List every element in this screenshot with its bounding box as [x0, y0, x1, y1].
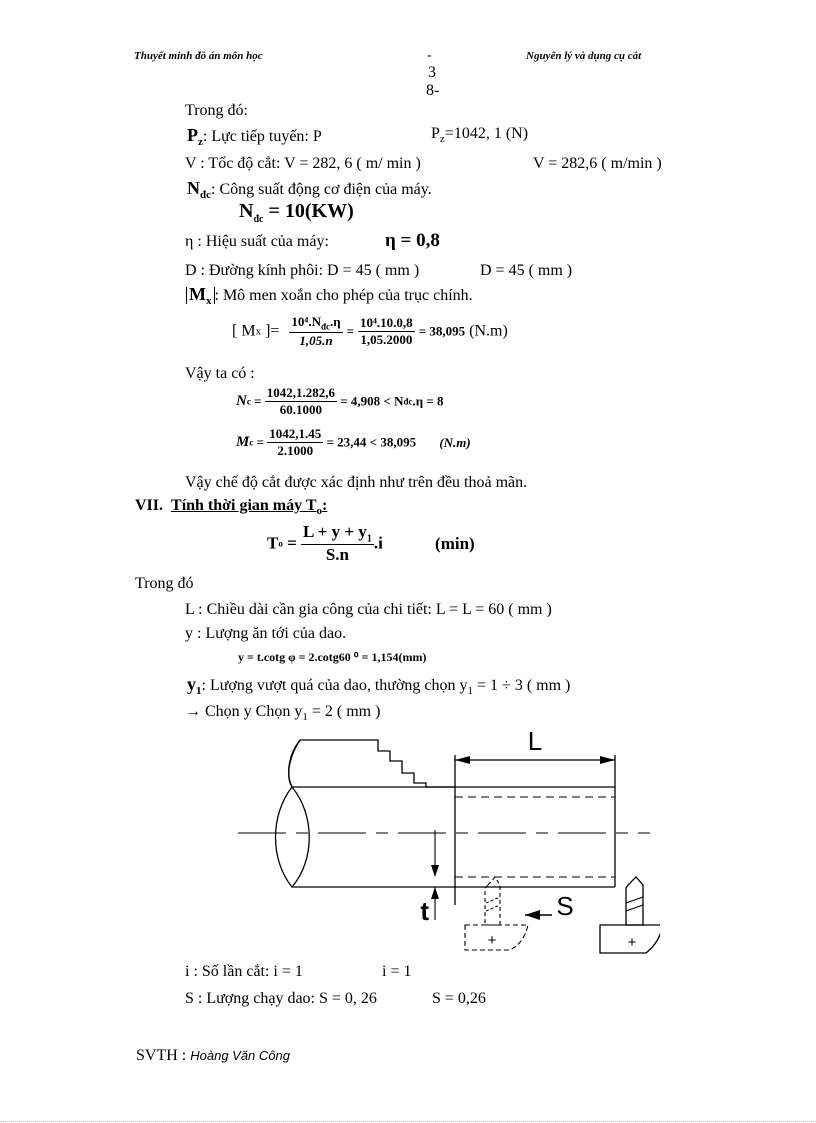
header-right: Nguyên lý và dụng cụ cắt [526, 50, 642, 62]
footer: SVTH : Hoàng Văn Công [136, 1047, 290, 1064]
ndc-line: $N_{đc}$: Công suất động cơ điện của máy. [187, 178, 432, 202]
header-page-suffix: 8- [426, 82, 440, 99]
tool-dashed-tip [485, 877, 500, 925]
i-value: i = 1 [382, 963, 412, 980]
header-page-dash: - [427, 48, 432, 63]
plus-2: + [627, 934, 637, 951]
v-value: V = 282,6 ( m/min ) [533, 155, 662, 172]
tool-solid-tip [626, 877, 643, 925]
y-line: y : Lượng ăn tới của dao. [185, 625, 347, 642]
d-line: D : Đường kính phôi: D = 45 ( mm ) [185, 262, 420, 279]
s-value: S = 0,26 [432, 990, 486, 1007]
s-line: S : Lượng chạy dao: S = 0, 26 [185, 990, 377, 1007]
mx-formula: [ Mx ]= $\frac{10^4.N_{đc}.\eta}{1,05.n}$ = $\frac{\text{10⁴.10.0,8}}{1,05.2000}$ = 38,095 (N.m) [232, 314, 508, 348]
label-S: S [556, 891, 574, 921]
ndc-formula: $N_{đc} = 10(KW)$ [239, 200, 354, 225]
chon-line: → Chọn y Chọn $y_1 = 2$ ( mm ) [185, 703, 381, 724]
section-heading: VII. Tính thời gian máy $T_o$: [135, 497, 328, 518]
y1-line: $y_1$: Lượng vượt quá của dao, thường chọn $y_1 = 1 \div 3$ ( mm ) [187, 674, 571, 698]
y-formula: y = t.cotg φ = 2.cotg60 ⁰ = 1,154(mm) [238, 650, 427, 664]
trong-do-label: Trong đó: [185, 102, 248, 119]
dim-L-arrow-left [455, 756, 470, 764]
v-line: V : Tốc độ cắt: V = 282, 6 ( m/ min ) [185, 155, 421, 172]
l-line: L : Chiều dài cần gia công của chi tiết: L = L = 60 ( mm ) [185, 601, 552, 618]
tool-dashed-body [465, 925, 528, 950]
trong-do-2: Trong đó [135, 575, 194, 592]
turning-diagram [230, 725, 660, 965]
dim-L-arrow-right [600, 756, 615, 764]
header-page-number: 3 [428, 64, 436, 81]
pz-line: $P_z$: Lực tiếp tuyến: P [187, 125, 322, 149]
plus-1: + [487, 932, 497, 949]
vay-ta-co: Vậy ta có : [185, 365, 255, 382]
mx-line: $M_x$ : Mô men xoắn cho phép của trục chính. [186, 284, 473, 307]
nc-formula: Nc = $\frac{1042,1.282,6}{60.1000}$ = 4,908 < Nđc.η = 8 [236, 385, 444, 417]
label-L: L [527, 726, 543, 756]
pz-value: $P_z=1042$, 1 (N) [431, 125, 529, 146]
i-line: i : Số lần cắt: i = 1 [185, 963, 303, 980]
d-value: D = 45 ( mm ) [480, 262, 573, 279]
to-formula: To = $\frac{L + y + y_1}{S.n}$ .i (min) [267, 522, 475, 565]
page-bottom-rule [0, 1121, 816, 1122]
header-left: Thuyết minh đồ án môn học [134, 50, 263, 62]
conclusion-text: Vậy chế độ cắt được xác định như trên đều thoả mãn. [185, 474, 528, 491]
workpiece-steps [300, 740, 455, 787]
break-symbol [276, 787, 310, 887]
label-t: t [420, 896, 429, 926]
eta-value: η = 0,8 [385, 230, 440, 251]
mc-formula: Mc = $\frac{1042,1.45}{2.1000}$ = 23,44 < 38,095 (N.m) [236, 426, 471, 458]
eta-line: η : Hiệu suất của máy: [185, 233, 329, 250]
